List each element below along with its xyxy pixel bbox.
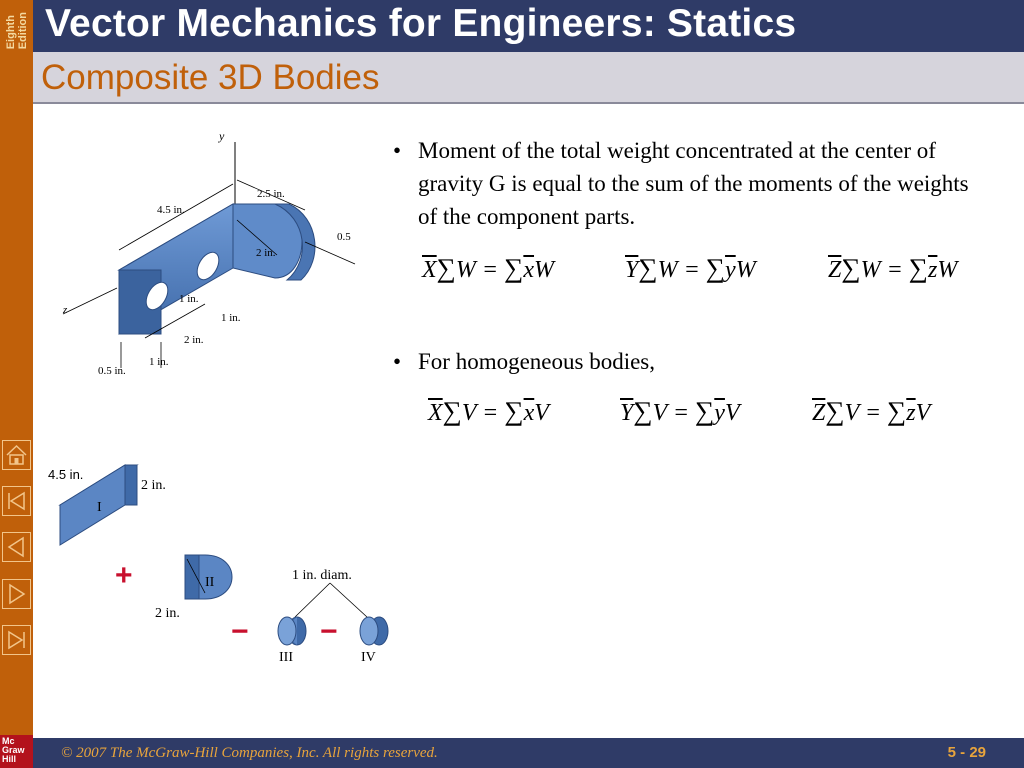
first-slide-icon[interactable] xyxy=(2,486,31,516)
dim-left-gap: 1 in. xyxy=(149,356,169,368)
equation-y-weight: $\overline{Y}\sum W = \sum\overline{y}W$ xyxy=(625,253,756,283)
dim-radius: 2 in. xyxy=(256,247,276,259)
part1-height: 2 in. xyxy=(141,478,166,493)
home-icon[interactable] xyxy=(2,440,31,470)
axis-z-label: z xyxy=(63,304,68,316)
bullet-marker: • xyxy=(393,349,402,374)
part3-label: III xyxy=(279,650,293,665)
dim-hole-spacing: 1 in. xyxy=(179,293,199,305)
bullet-item xyxy=(393,345,983,379)
footer-bar xyxy=(33,738,1024,768)
bullet-marker: • xyxy=(393,138,402,163)
next-slide-icon[interactable] xyxy=(2,579,31,609)
edition-label xyxy=(0,0,33,62)
publisher-logo: Mc Graw Hill xyxy=(0,735,33,768)
slide-subtitle: Composite 3D Bodies xyxy=(41,58,380,97)
dim-depth: 2.5 in. xyxy=(257,188,285,200)
page-title: Vector Mechanics for Engineers: Statics xyxy=(45,2,797,45)
dim-hole-lower: 1 in. xyxy=(221,312,241,324)
axis-y-label: y xyxy=(219,129,225,143)
previous-slide-icon[interactable] xyxy=(2,532,31,562)
copyright-text: © 2007 The McGraw-Hill Companies, Inc. All rights reserved. xyxy=(61,745,438,761)
equation-z-weight: $\overline{Z}\sum W = \sum\overline{z}W$ xyxy=(828,253,958,283)
bullet-text: For homogeneous bodies, xyxy=(418,349,656,374)
composite-body-figure xyxy=(55,120,375,385)
bullet-item xyxy=(393,134,983,234)
part2-label: II xyxy=(205,575,215,590)
dim-height: 2 in. xyxy=(184,334,204,346)
part2-dim: 2 in. xyxy=(155,606,180,621)
minus-sign: − xyxy=(231,615,249,648)
component-parts-figure xyxy=(45,455,395,675)
subheader-bar xyxy=(33,52,1024,104)
dim-length: 4.5 in. xyxy=(157,204,185,216)
last-slide-icon[interactable] xyxy=(2,625,31,655)
diameter-label: 1 in. diam. xyxy=(292,568,352,583)
bullet-text: Moment of the total weight concentrated at the center of gravity G is equal to the sum of the moments of the weights of the component parts. xyxy=(418,138,969,229)
page-number: 5 - 29 xyxy=(947,744,986,761)
equation-x-volume: $\overline{X}\sum V = \sum\overline{x}V$ xyxy=(428,396,549,426)
sidebar xyxy=(0,0,33,768)
equation-y-volume: $\overline{Y}\sum V = \sum\overline{y}V$ xyxy=(620,396,740,426)
dim-left-offset: 0.5 in. xyxy=(98,365,126,377)
equation-z-volume: $\overline{Z}\sum V = \sum\overline{z}V$ xyxy=(812,396,931,426)
dim-thickness-right: 0.5 xyxy=(337,231,351,243)
part1-length: 4.5 in. xyxy=(48,467,84,482)
header-bar xyxy=(33,0,1024,52)
equation-x-weight: $\overline{X}\sum W = \sum\overline{x}W$ xyxy=(422,253,555,283)
edition-text: Eighth Edition xyxy=(4,12,29,50)
minus-sign: − xyxy=(320,615,338,648)
part4-label: IV xyxy=(361,650,376,665)
part1-label: I xyxy=(97,500,102,515)
plus-sign: + xyxy=(115,559,133,592)
